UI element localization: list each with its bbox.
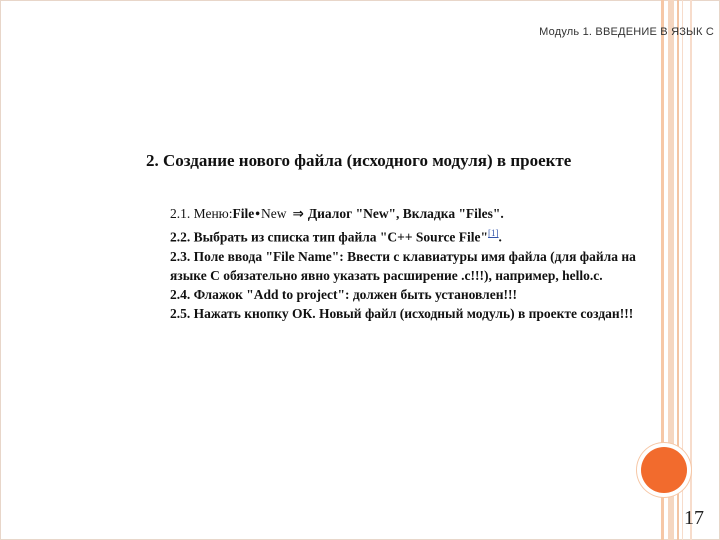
step-end: . — [498, 229, 502, 245]
arrow-icon: ⇒ — [292, 206, 304, 222]
slide-title: 2. Создание нового файла (исходного модуля) в проекте — [146, 151, 572, 170]
step-text: Диалог "New", Вкладка "Files". — [307, 206, 504, 221]
module-header: Модуль 1. ВВЕДЕНИЕ В ЯЗЫК С — [539, 26, 714, 38]
step-item — [170, 204, 650, 224]
menu-separator: • — [255, 206, 260, 221]
menu-new: New — [261, 206, 287, 221]
step-item: 2.4. Флажок "Add to project": должен быть установлен!!! — [170, 286, 518, 302]
step-item — [170, 224, 650, 247]
steps-list — [170, 204, 650, 323]
page-number: 17 — [684, 507, 704, 529]
step-item: 2.5. Нажать кнопку ОК. Новый файл (исходный модуль) в проекте создан!!! — [170, 305, 634, 321]
step-prefix: 2.1. Меню: — [170, 206, 233, 221]
menu-file: File — [232, 206, 255, 221]
step-item: 2.3. Поле ввода "File Name": Ввести с клавиатуры имя файла (для файла на языке С обязательно явно указать расширение .c!!!), например, hello.c. — [170, 248, 636, 283]
decorative-stripe — [690, 0, 692, 540]
step-text: 2.2. Выбрать из списка тип файла "C++ Source File" — [170, 229, 489, 245]
footnote-link[interactable]: [1] — [488, 228, 499, 238]
decorative-circle — [641, 447, 687, 493]
